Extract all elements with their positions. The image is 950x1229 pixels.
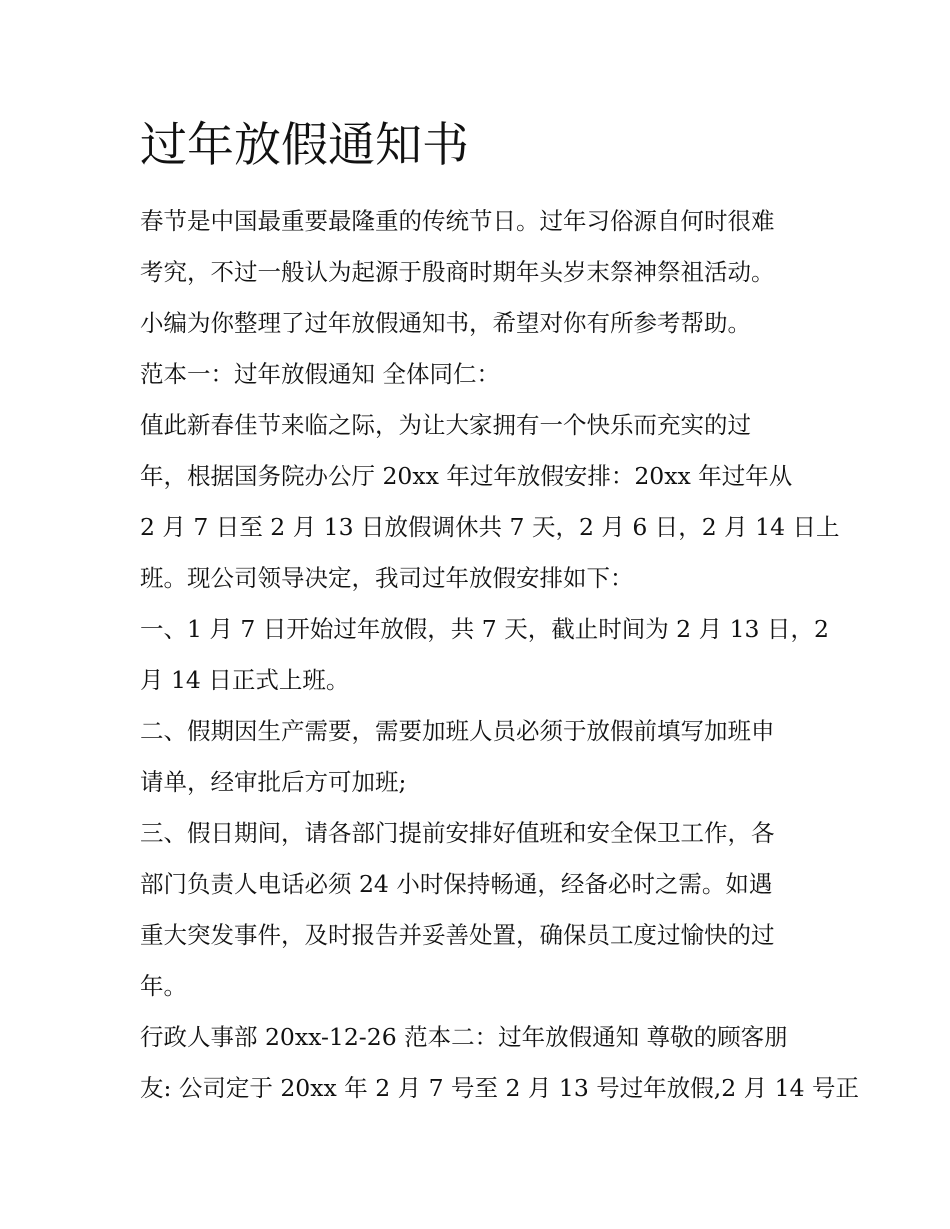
body-line: 二、假期因生产需要，需要加班人员必须于放假前填写加班申 <box>140 717 775 745</box>
body-line: 值此新春佳节来临之际，为让大家拥有一个快乐而充实的过 <box>140 411 751 439</box>
body-line: 年。 <box>140 972 187 1000</box>
body-line: 三、假日期间，请各部门提前安排好值班和安全保卫工作，各 <box>140 819 775 847</box>
body-line: 年，根据国务院办公厅 20xx 年过年放假安排：20xx 年过年从 <box>140 462 793 490</box>
body-line: 重大突发事件，及时报告并妥善处置，确保员工度过愉快的过 <box>140 921 775 949</box>
document-body <box>140 196 859 1114</box>
body-line: 行政人事部 20xx-12-26 范本二：过年放假通知 尊敬的顾客朋 <box>140 1023 788 1051</box>
body-line: 月 14 日正式上班。 <box>140 666 350 694</box>
body-line: 班。现公司领导决定，我司过年放假安排如下： <box>140 564 634 592</box>
body-line: 范本一：过年放假通知 全体同仁： <box>140 360 500 388</box>
body-line: 考究，不过一般认为起源于殷商时期年头岁末祭神祭祖活动。 <box>140 258 775 286</box>
body-line: 春节是中国最重要最隆重的传统节日。过年习俗源自何时很难 <box>140 207 775 235</box>
body-line: 友: 公司定于 20xx 年 2 月 7 号至 2 月 13 号过年放假,2 月 14 号正 <box>140 1074 859 1102</box>
body-line: 部门负责人电话必须 24 小时保持畅通，经备必时之需。如遇 <box>140 870 773 898</box>
body-line: 小编为你整理了过年放假通知书，希望对你有所参考帮助。 <box>140 309 751 337</box>
body-line: 请单，经审批后方可加班; <box>140 768 407 796</box>
body-line: 一、1 月 7 日开始过年放假，共 7 天，截止时间为 2 月 13 日，2 <box>140 615 829 643</box>
document-title: 过年放假通知书 <box>140 118 469 173</box>
body-line: 2 月 7 日至 2 月 13 日放假调休共 7 天，2 月 6 日，2 月 14 日上 <box>140 513 840 541</box>
